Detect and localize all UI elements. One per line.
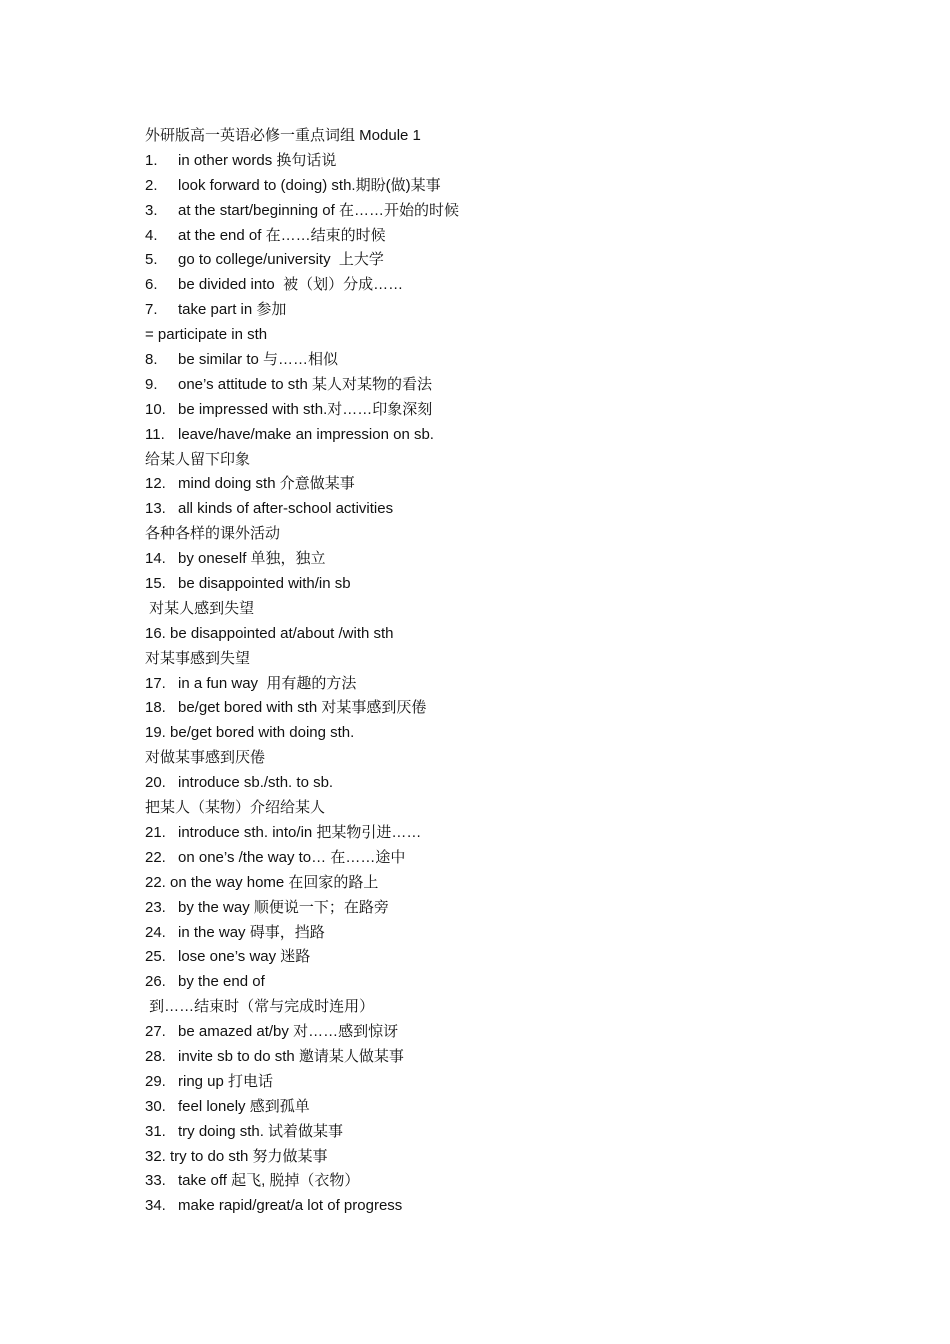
phrase-line [145, 970, 845, 995]
phrase-text: be amazed at/by 对……感到惊讶 [178, 1023, 399, 1041]
phrase-number: 27. [145, 1023, 166, 1041]
phrase-text: on one’s /the way to… 在……途中 [178, 848, 406, 866]
phrase-line [145, 871, 845, 896]
phrase-number: 6. [145, 276, 158, 294]
phrase-text: take off 起飞, 脱掉（衣物） [178, 1172, 360, 1190]
phrase-line [145, 423, 845, 448]
phrase-number: 34. [145, 1197, 166, 1215]
phrase-line [145, 796, 845, 821]
phrase-text: by oneself 单独，独立 [178, 550, 326, 568]
phrase-number: 5. [145, 251, 158, 269]
phrase-line [145, 174, 845, 199]
phrase-line [145, 945, 845, 970]
phrase-text: go to college/university 上大学 [178, 251, 384, 269]
phrase-text: be impressed with sth.对……印象深刻 [178, 400, 433, 418]
phrase-number: 4. [145, 226, 158, 244]
phrase-text: 各种各样的课外活动 [145, 525, 281, 543]
phrase-text: 32. try to do sth 努力做某事 [145, 1147, 328, 1165]
phrase-number: 13. [145, 500, 166, 518]
phrase-text: 把某人（某物）介绍给某人 [145, 799, 326, 817]
phrase-line [145, 1095, 845, 1120]
phrase-line [145, 522, 845, 547]
phrase-line [145, 1169, 845, 1194]
phrase-number: 10. [145, 400, 166, 418]
phrase-number: 26. [145, 973, 166, 991]
phrase-text: introduce sth. into/in 把某物引进…… [178, 823, 422, 841]
phrase-number: 8. [145, 351, 158, 369]
phrase-number: 18. [145, 699, 166, 717]
phrase-text: leave/have/make an impression on sb. [178, 425, 434, 443]
phrase-number: 23. [145, 898, 166, 916]
phrase-line [145, 995, 845, 1020]
phrase-number: 3. [145, 201, 158, 219]
phrase-line [145, 1020, 845, 1045]
phrase-number: 24. [145, 923, 166, 941]
phrase-text: try doing sth. 试着做某事 [178, 1122, 344, 1140]
phrase-text: 16. be disappointed at/about /with sth [145, 624, 394, 642]
phrase-text: 对某事感到失望 [145, 649, 251, 667]
phrase-number: 1. [145, 151, 158, 169]
phrase-text: be similar to 与……相似 [178, 351, 339, 369]
phrase-number: 12. [145, 475, 166, 493]
phrase-number: 22. [145, 848, 166, 866]
phrase-line [145, 821, 845, 846]
phrase-text: feel lonely 感到孤单 [178, 1097, 310, 1115]
phrase-text: in other words 换句话说 [178, 151, 337, 169]
phrase-line [145, 547, 845, 572]
phrase-line [145, 647, 845, 672]
phrase-text: all kinds of after-school activities [178, 500, 394, 518]
phrase-number: 33. [145, 1172, 166, 1190]
phrase-text: invite sb to do sth 邀请某人做某事 [178, 1047, 404, 1065]
phrase-number: 9. [145, 375, 158, 393]
phrase-text: 对某人感到失望 [145, 599, 255, 617]
phrase-line [145, 721, 845, 746]
phrase-line [145, 248, 845, 273]
phrase-line [145, 1120, 845, 1145]
phrase-number: 15. [145, 575, 166, 593]
phrase-line [145, 597, 845, 622]
phrase-list [145, 149, 845, 1219]
phrase-text: ring up 打电话 [178, 1072, 274, 1090]
phrase-line [145, 746, 845, 771]
phrase-text: in the way 碍事，挡路 [178, 923, 325, 941]
phrase-text: one’s attitude to sth 某人对某物的看法 [178, 375, 432, 393]
phrase-text: 对做某事感到厌倦 [145, 749, 266, 767]
phrase-text: by the end of [178, 973, 265, 991]
phrase-line [145, 199, 845, 224]
phrase-number: 7. [145, 301, 158, 319]
phrase-line [145, 1045, 845, 1070]
phrase-line [145, 1070, 845, 1095]
phrase-number: 11. [145, 425, 165, 443]
phrase-number: 30. [145, 1097, 166, 1115]
phrase-number: 20. [145, 774, 166, 792]
phrase-line [145, 497, 845, 522]
phrase-line [145, 771, 845, 796]
phrase-line [145, 298, 845, 323]
phrase-line [145, 348, 845, 373]
phrase-line [145, 323, 845, 348]
phrase-line [145, 398, 845, 423]
phrase-number: 29. [145, 1072, 166, 1090]
phrase-text: at the start/beginning of 在……开始的时候 [178, 201, 459, 219]
phrase-number: 25. [145, 948, 166, 966]
phrase-text: make rapid/great/a lot of progress [178, 1197, 403, 1215]
phrase-line [145, 1194, 845, 1219]
phrase-line [145, 896, 845, 921]
phrase-line [145, 224, 845, 249]
phrase-line [145, 149, 845, 174]
phrase-text: in a fun way 用有趣的方法 [178, 674, 357, 692]
phrase-line [145, 696, 845, 721]
phrase-number: 2. [145, 176, 158, 194]
phrase-text: be disappointed with/in sb [178, 575, 351, 593]
phrase-text: by the way 顺便说一下；在路旁 [178, 898, 389, 916]
phrase-line [145, 572, 845, 597]
document-content [145, 124, 845, 1219]
phrase-line [145, 846, 845, 871]
phrase-line [145, 448, 845, 473]
phrase-text: at the end of 在……结束的时候 [178, 226, 386, 244]
phrase-line [145, 1145, 845, 1170]
phrase-number: 14. [145, 550, 166, 568]
phrase-text: lose one’s way 迷路 [178, 948, 311, 966]
phrase-line [145, 672, 845, 697]
phrase-text: 19. be/get bored with doing sth. [145, 724, 355, 742]
phrase-number: 17. [145, 674, 166, 692]
phrase-text: be divided into 被（划）分成…… [178, 276, 404, 294]
phrase-text: = participate in sth [145, 326, 268, 344]
phrase-text: introduce sb./sth. to sb. [178, 774, 334, 792]
phrase-text: look forward to (doing) sth.期盼(做)某事 [178, 176, 441, 194]
document-title: 外研版高一英语必修一重点词组 Module 1 [145, 127, 421, 144]
phrase-line [145, 622, 845, 647]
phrase-text: mind doing sth 介意做某事 [178, 475, 355, 493]
phrase-number: 31. [145, 1122, 166, 1140]
phrase-text: 22. on the way home 在回家的路上 [145, 873, 379, 891]
phrase-text: 给某人留下印象 [145, 450, 251, 468]
phrase-text: be/get bored with sth 对某事感到厌倦 [178, 699, 427, 717]
phrase-text: 到……结束时（常与完成时连用） [145, 998, 375, 1016]
phrase-line [145, 472, 845, 497]
phrase-line [145, 273, 845, 298]
phrase-number: 21. [145, 823, 166, 841]
phrase-line [145, 373, 845, 398]
phrase-number: 28. [145, 1047, 166, 1065]
phrase-text: take part in 参加 [178, 301, 287, 319]
phrase-line [145, 921, 845, 946]
